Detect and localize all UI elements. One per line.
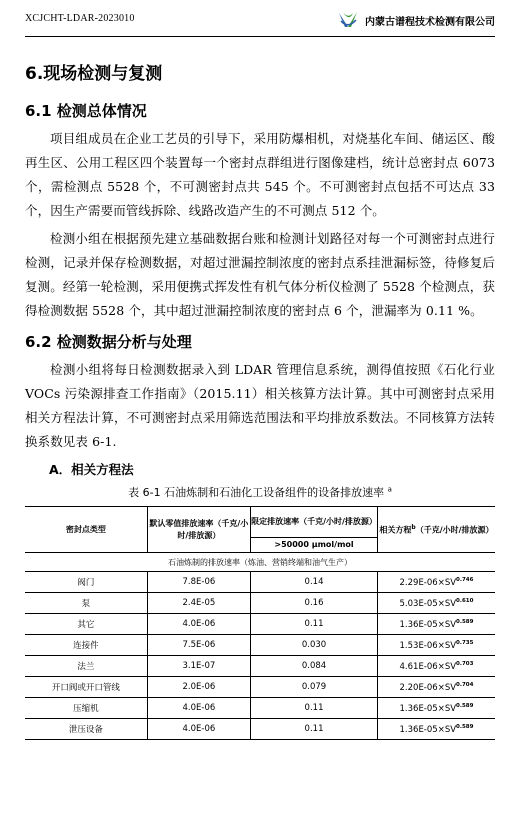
header-equation-sup: b bbox=[411, 524, 416, 532]
table-caption bbox=[25, 484, 495, 500]
equation-exponent: 0.746 bbox=[456, 576, 474, 583]
equation-base: 1.36E-05×SV bbox=[399, 724, 457, 735]
cell-default-zero: 3.1E-07 bbox=[147, 656, 250, 677]
cell-limited: 0.16 bbox=[251, 593, 378, 614]
equation-exponent: 0.735 bbox=[456, 639, 474, 646]
table-row bbox=[25, 719, 495, 740]
table-row bbox=[25, 635, 495, 656]
cell-type: 其它 bbox=[25, 614, 147, 635]
header-equation-label: 相关方程 bbox=[379, 525, 412, 535]
cell-equation bbox=[377, 677, 495, 698]
cell-default-zero: 4.0E-06 bbox=[147, 719, 250, 740]
table-row bbox=[25, 656, 495, 677]
equation-exponent: 0.703 bbox=[456, 660, 474, 667]
equation-exponent: 0.610 bbox=[456, 597, 474, 604]
cell-equation bbox=[377, 593, 495, 614]
cell-default-zero: 7.5E-06 bbox=[147, 635, 250, 656]
header-limited-sub: >50000 μmol/mol bbox=[251, 538, 378, 553]
cell-limited: 0.079 bbox=[251, 677, 378, 698]
cell-limited: 0.084 bbox=[251, 656, 378, 677]
cell-equation bbox=[377, 635, 495, 656]
equation-exponent: 0.589 bbox=[456, 723, 474, 730]
equation-base: 1.36E-05×SV bbox=[399, 619, 457, 630]
table-row bbox=[25, 614, 495, 635]
cell-limited: 0.11 bbox=[251, 614, 378, 635]
cell-limited: 0.030 bbox=[251, 635, 378, 656]
cell-type: 阀门 bbox=[25, 572, 147, 593]
cell-equation bbox=[377, 719, 495, 740]
equation-exponent: 0.589 bbox=[456, 618, 474, 625]
header-default-zero: 默认零值排放速率（千克/小时/排放源） bbox=[147, 507, 250, 553]
table-row bbox=[25, 593, 495, 614]
cell-equation bbox=[377, 614, 495, 635]
cell-limited: 0.11 bbox=[251, 698, 378, 719]
cell-type: 开口阀或开口管线 bbox=[25, 677, 147, 698]
equation-base: 1.53E-06×SV bbox=[399, 640, 457, 651]
section-title: 6.现场检测与复测 bbox=[25, 64, 163, 84]
cell-default-zero: 7.8E-06 bbox=[147, 572, 250, 593]
cell-limited: 0.14 bbox=[251, 572, 378, 593]
equation-base: 4.61E-06×SV bbox=[399, 661, 457, 672]
equation-base: 1.36E-05×SV bbox=[399, 703, 457, 714]
cell-type: 连接件 bbox=[25, 635, 147, 656]
cell-equation bbox=[377, 656, 495, 677]
cell-default-zero: 4.0E-06 bbox=[147, 698, 250, 719]
table-row bbox=[25, 572, 495, 593]
table-row bbox=[25, 698, 495, 719]
paragraph-6-1-a: 项目组成员在企业工艺员的引导下，采用防爆相机，对烧基化车间、储运区、酸再生区、公用工程区四个装置每一个密封点群组进行图像建档，统计总密封点 6073 个，需检测点 5528 个，不可测密封点共 545 个。不可测密封点包括不可达点 33 个，因生产需要而管线拆除、线路改造产生的不可测点 512 个。 bbox=[25, 131, 495, 218]
header-equation-unit: （千克/小时/排放源） bbox=[415, 525, 494, 535]
equation-exponent: 0.704 bbox=[456, 681, 474, 688]
company-brand bbox=[337, 10, 495, 30]
emission-rate-table bbox=[25, 506, 495, 740]
company-logo-icon bbox=[337, 10, 359, 30]
company-name: 内蒙古谱程技术检测有限公司 bbox=[365, 16, 495, 28]
equation-base: 2.29E-06×SV bbox=[399, 577, 457, 588]
cell-type: 泄压设备 bbox=[25, 719, 147, 740]
paragraph-6-2: 检测小组将每日检测数据录入到 LDAR 管理信息系统，测得值按照《石化行业 VOCs 污染源排查工作指南》（2015.11）相关核算方法计算。其中可测密封点采用相关方程法计算，不可测密封点采用筛选范围法和平均排放系数法。不同核算方法转换系数见表 6-1. bbox=[25, 362, 495, 449]
document-id: XCJCHT-LDAR-2023010 bbox=[25, 13, 135, 24]
table-caption-text: 表 6-1 石油炼制和石油化工设备组件的设备排放速率 bbox=[128, 486, 385, 499]
cell-default-zero: 2.4E-05 bbox=[147, 593, 250, 614]
table-row bbox=[25, 677, 495, 698]
cell-type: 压缩机 bbox=[25, 698, 147, 719]
table-group-row: 石油炼制的排放速率（炼油、营销终端和油气生产） bbox=[25, 553, 495, 572]
equation-base: 5.03E-05×SV bbox=[399, 598, 457, 609]
cell-equation bbox=[377, 572, 495, 593]
table-caption-sup: a bbox=[387, 485, 392, 494]
header-type: 密封点类型 bbox=[25, 507, 147, 553]
page-header bbox=[25, 0, 495, 37]
subsection-title-a: A．相关方程法 bbox=[49, 462, 134, 477]
cell-type: 泵 bbox=[25, 593, 147, 614]
paragraph-6-1-b: 检测小组在根据预先建立基础数据台账和检测计划路径对每一个可测密封点进行检测，记录并保存检测数据，对超过泄漏控制浓度的密封点系挂泄漏标签，待修复后复测。经第一轮检测，采用便携式挥发性有机气体分析仪检测了 5528 个检测点，获得检测数据 5528 个，其中超过泄漏控制浓度的密封点 6 个，泄漏率为 0.11 %。 bbox=[25, 231, 495, 318]
subsection-title-6-2: 6.2 检测数据分析与处理 bbox=[25, 333, 192, 351]
cell-limited: 0.11 bbox=[251, 719, 378, 740]
header-limited: 限定排放速率（千克/小时/排放源） bbox=[251, 507, 378, 538]
equation-base: 2.20E-06×SV bbox=[399, 682, 457, 693]
header-equation bbox=[377, 507, 495, 553]
cell-default-zero: 2.0E-06 bbox=[147, 677, 250, 698]
cell-default-zero: 4.0E-06 bbox=[147, 614, 250, 635]
subsection-title-6-1: 6.1 检测总体情况 bbox=[25, 102, 147, 120]
cell-type: 法兰 bbox=[25, 656, 147, 677]
cell-equation bbox=[377, 698, 495, 719]
equation-exponent: 0.589 bbox=[456, 702, 474, 709]
